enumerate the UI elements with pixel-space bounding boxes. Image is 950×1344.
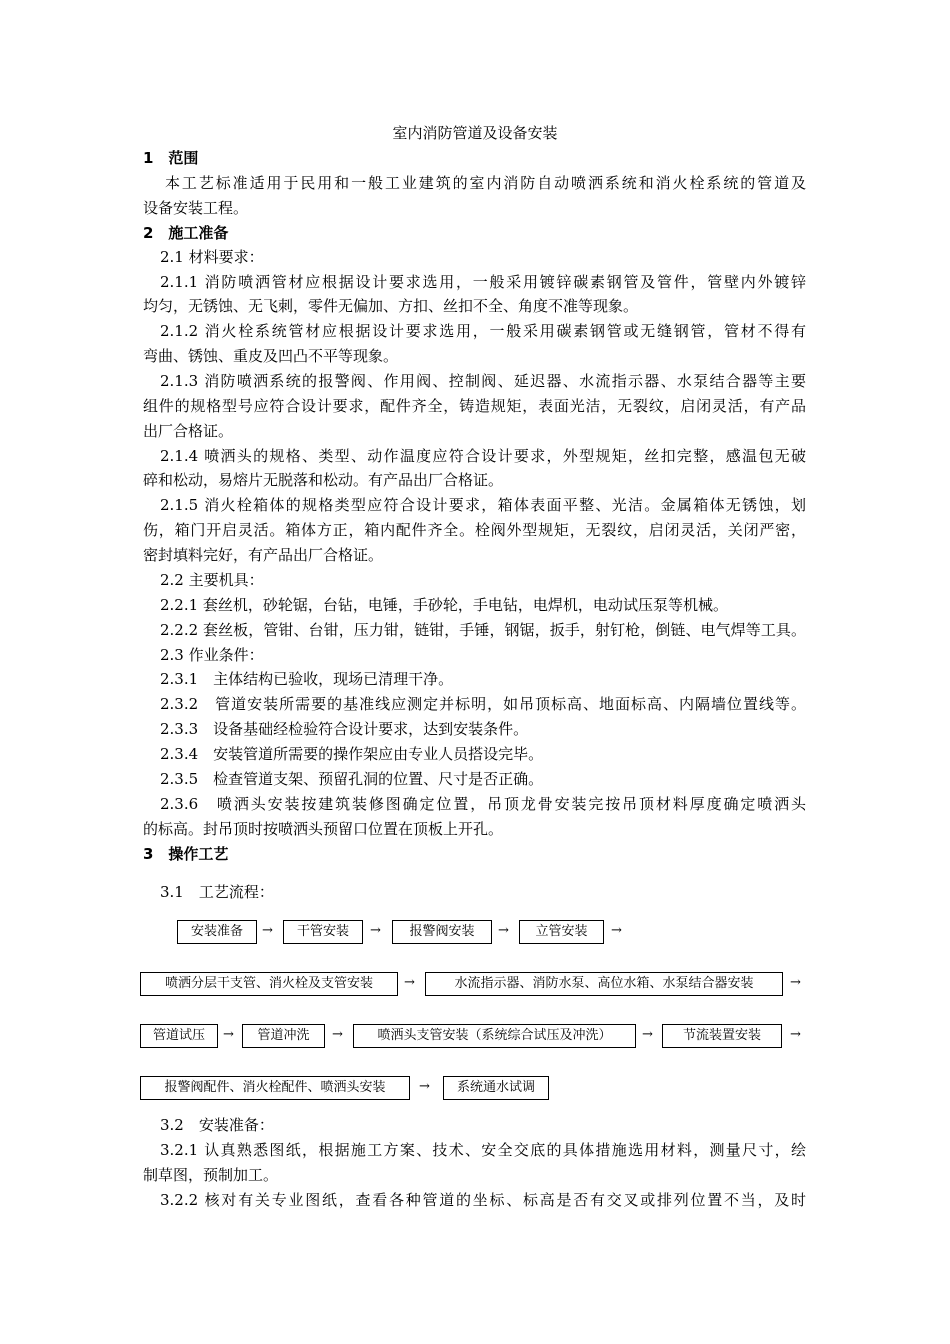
flow-step-fittings: 报警阀配件、消火栓配件、喷洒头安装 <box>140 1076 410 1100</box>
flow-step-commissioning: 系统通水试调 <box>443 1076 549 1100</box>
flow-arrow: → <box>332 1027 343 1042</box>
s2-2-2-line: 2.2.2 套丝板，管钳、台钳，压力钳，链钳，手锤，钢锯，扳手，射钉枪，倒链、电气焊等工具。 <box>160 621 806 639</box>
flow-step-flushing: 管道冲洗 <box>242 1024 325 1048</box>
s2-2-1-line: 2.2.1 套丝机，砂轮锯，台钻，电锤，手砂轮，手电钻，电焊机，电动试压泵等机械。 <box>160 596 728 614</box>
flow-arrow: → <box>262 923 273 938</box>
flow-arrow: → <box>611 923 622 938</box>
flow-arrow: → <box>498 923 509 938</box>
flow-step-pressure-test: 管道试压 <box>140 1024 218 1048</box>
s2-1-2-line-1: 2.1.2 消火栓系统管材应根据设计要求选用，一般采用碳素钢管或无缝钢管，管材不得有 <box>160 322 806 340</box>
s3-2-1-line-2: 制草图，预制加工。 <box>143 1166 279 1184</box>
s3-2-heading: 3.2 安装准备： <box>160 1116 274 1134</box>
s3-1-heading: 3.1 工艺流程： <box>160 883 274 901</box>
s2-3-6-line-1: 2.3.6 喷洒头安装按建筑装修图确定位置，吊顶龙骨安装完按吊顶材料厚度确定喷洒头 <box>160 795 806 813</box>
s2-2-heading: 2.2 主要机具： <box>160 571 264 589</box>
flow-arrow: → <box>223 1027 234 1042</box>
s2-1-3-line-1: 2.1.3 消防喷洒系统的报警阀、作用阀、控制阀、延迟器、水流指示器、水泵结合器等主要 <box>160 372 806 390</box>
flow-arrow: → <box>642 1027 653 1042</box>
flow-step-throttle-device: 节流装置安装 <box>662 1024 782 1048</box>
section-2-heading: 2 施工准备 <box>143 224 229 242</box>
s2-1-1-line-2: 均匀，无锈蚀、无飞刺，零件无偏加、方扣、丝扣不全、角度不准等现象。 <box>143 297 639 315</box>
s2-3-2-line: 2.3.2 管道安装所需要的基准线应测定并标明，如吊顶标高、地面标高、内隔墙位置线等。 <box>160 695 806 713</box>
s2-3-heading: 2.3 作业条件： <box>160 646 264 664</box>
flow-step-indicators-pumps: 水流指示器、消防水泵、高位水箱、水泵结合器安装 <box>425 972 783 996</box>
flow-arrow: → <box>419 1079 430 1094</box>
flow-step-prep: 安装准备 <box>177 920 257 944</box>
flow-arrow: → <box>370 923 381 938</box>
s2-3-5-line: 2.3.5 检查管道支架、预留孔洞的位置、尺寸是否正确。 <box>160 770 544 788</box>
s2-3-4-line: 2.3.4 安装管道所需要的操作架应由专业人员搭设完毕。 <box>160 745 544 763</box>
flow-step-alarm-valve: 报警阀安装 <box>392 920 492 944</box>
section-1-heading: 1 范围 <box>143 149 199 167</box>
s2-3-1-line: 2.3.1 主体结构已验收，现场已清理干净。 <box>160 670 454 688</box>
s2-1-5-line-1: 2.1.5 消火栓箱体的规格类型应符合设计要求，箱体表面平整、光洁。金属箱体无锈蚀，划 <box>160 496 806 514</box>
flow-arrow: → <box>790 975 801 990</box>
document-title: 室内消防管道及设备安装 <box>392 124 558 142</box>
flow-step-sprinkler-branch: 喷洒头支管安装（系统综合试压及冲洗） <box>353 1024 636 1048</box>
s2-3-3-line: 2.3.3 设备基础经检验符合设计要求，达到安装条件。 <box>160 720 529 738</box>
flow-step-branch-pipes: 喷洒分层干支管、消火栓及支管安装 <box>140 972 398 996</box>
s2-1-3-line-3: 出厂合格证。 <box>143 422 234 440</box>
s2-1-heading: 2.1 材料要求： <box>160 248 264 266</box>
flow-step-riser: 立管安装 <box>519 920 604 944</box>
s2-1-2-line-2: 弯曲、锈蚀、重皮及凹凸不平等现象。 <box>143 347 399 365</box>
flow-arrow: → <box>404 975 415 990</box>
s2-3-6-line-2: 的标高。封吊顶时按喷洒头预留口位置在顶板上开孔。 <box>143 820 504 838</box>
s2-1-5-line-2: 伤，箱门开启灵活。箱体方正，箱内配件齐全。栓阀外型规矩，无裂纹，启闭灵活，关闭严密， <box>143 521 806 539</box>
s3-2-1-line-1: 3.2.1 认真熟悉图纸，根据施工方案、技术、安全交底的具体措施选用材料，测量尺寸，绘 <box>160 1141 806 1159</box>
s2-1-4-line-2: 碎和松动，易熔片无脱落和松动。有产品出厂合格证。 <box>143 471 504 489</box>
flow-arrow: → <box>790 1027 801 1042</box>
s2-1-3-line-2: 组件的规格型号应符合设计要求，配件齐全，铸造规矩，表面光洁，无裂纹，启闭灵活，有产品 <box>143 397 806 415</box>
s1-para-line-2: 设备安装工程。 <box>143 199 249 217</box>
s2-1-5-line-3: 密封填料完好，有产品出厂合格证。 <box>143 546 384 564</box>
section-3-heading: 3 操作工艺 <box>143 845 229 863</box>
s2-1-1-line-1: 2.1.1 消防喷洒管材应根据设计要求选用，一般采用镀锌碳素钢管及管件，管壁内外镀锌 <box>160 273 806 291</box>
s3-2-2-line-1: 3.2.2 核对有关专业图纸，查看各种管道的坐标、标高是否有交叉或排列位置不当，及时 <box>160 1191 806 1209</box>
s2-1-4-line-1: 2.1.4 喷洒头的规格、类型、动作温度应符合设计要求，外型规矩，丝扣完整，感温包无破 <box>160 447 806 465</box>
flow-step-main-pipe: 干管安装 <box>283 920 363 944</box>
s1-para-line-1: 本工艺标准适用于民用和一般工业建筑的室内消防自动喷洒系统和消火栓系统的管道及 <box>165 174 806 192</box>
